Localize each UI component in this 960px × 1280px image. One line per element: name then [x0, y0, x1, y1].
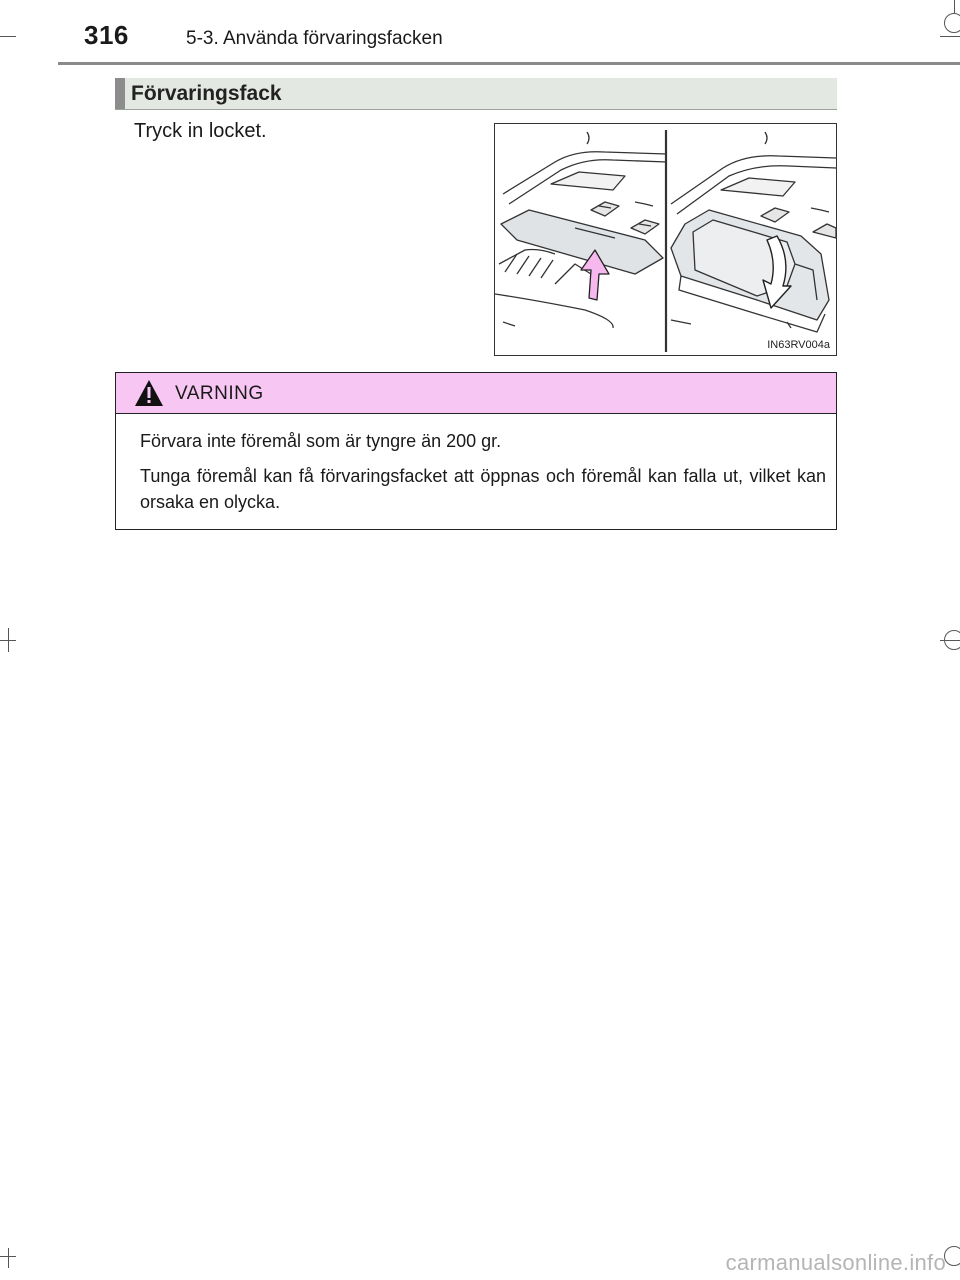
registration-mark-top-right — [944, 13, 960, 33]
warning-header — [116, 373, 836, 414]
crop-mark-top-right — [940, 36, 960, 37]
warning-paragraph-1: Förvara inte föremål som är tyngre än 200 gr. — [140, 431, 502, 451]
chapter-title: 5-3. Använda förvaringsfacken — [186, 28, 443, 49]
crop-mark-top-left — [0, 36, 16, 37]
warning-paragraph-2: Tunga föremål kan få förvaringsfacket att öppnas och föremål kan falla ut, vilket kan orsaka en olycka. — [140, 466, 826, 512]
page-number: 316 — [84, 20, 129, 50]
instruction-text: Tryck in locket. — [134, 120, 267, 142]
crop-mark-mid-left-vertical — [8, 628, 9, 652]
figure-code: IN63RV004a — [767, 339, 830, 351]
warning-triangle-icon — [134, 379, 164, 407]
section-heading — [115, 78, 837, 110]
storage-compartment-illustration — [494, 123, 837, 356]
section-title: Förvaringsfack — [131, 82, 282, 105]
crop-mark-top-right-vertical — [954, 0, 955, 14]
registration-mark-bottom-right — [944, 1246, 960, 1266]
crop-mark-mid-right — [940, 640, 960, 641]
warning-box — [115, 372, 837, 530]
section-heading-bar — [115, 78, 125, 109]
header-rule — [58, 62, 960, 65]
warning-label: VARNING — [175, 383, 264, 404]
watermark: carmanualsonline.info — [725, 1250, 946, 1275]
crop-mark-bottom-left-vertical — [8, 1248, 9, 1268]
illustration-drawing — [495, 124, 836, 355]
